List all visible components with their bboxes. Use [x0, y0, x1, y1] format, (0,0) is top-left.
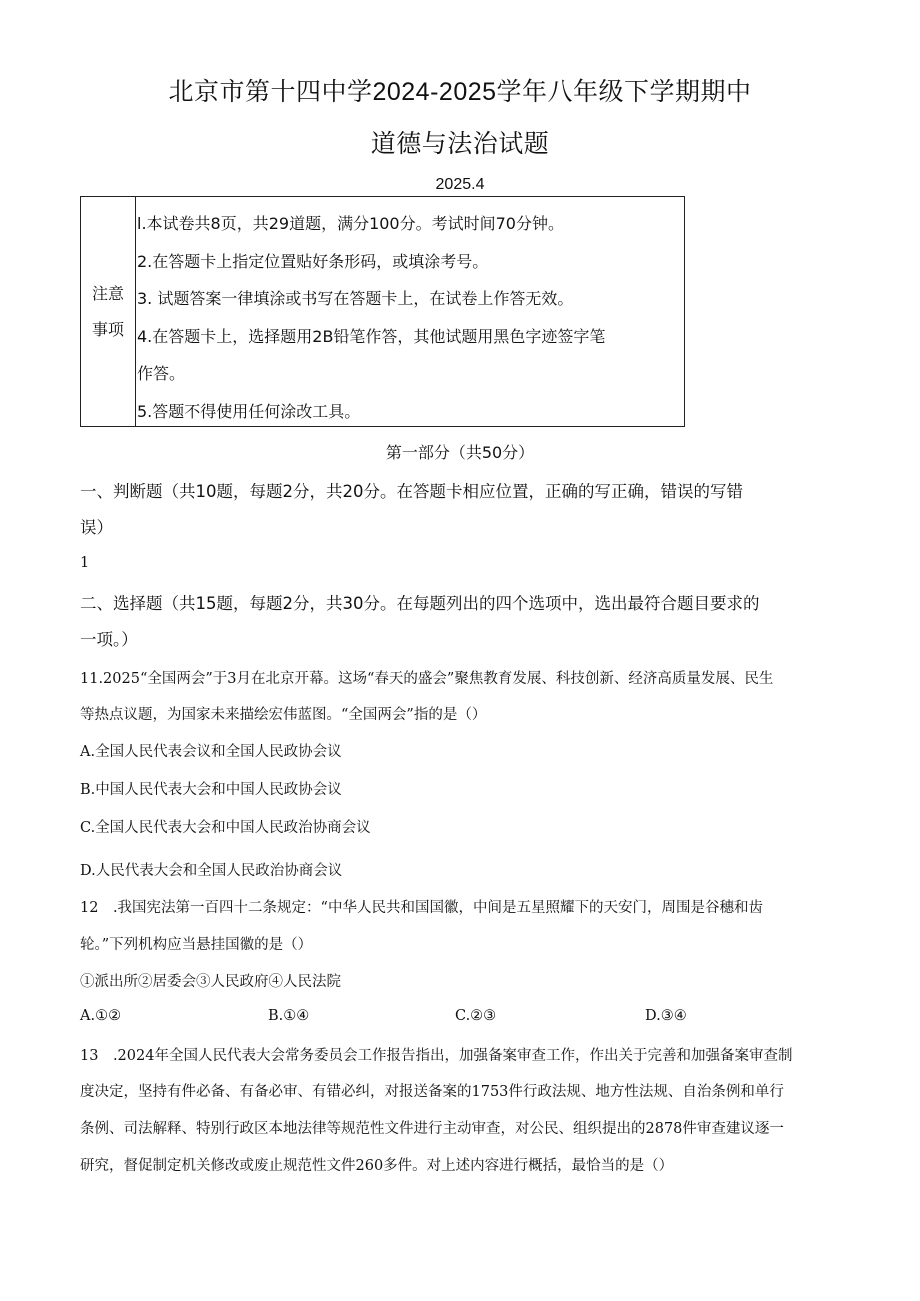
- notice-label-line: 事项: [91, 319, 124, 339]
- question-12-option-c: C.②③: [455, 1008, 497, 1024]
- section2-instruction: 二、选择题（共15题，每题2分，共30分。在每题列出的四个选项中，选出最符合题目要求的: [80, 594, 760, 613]
- question-12-items: ①派出所②居委会③人民政府④人民法院: [80, 974, 341, 990]
- exam-title: 北京市第十四中学2024-2025学年八年级下学期期中: [168, 78, 752, 106]
- question-11-option-c: C.全国人民代表大会和中国人民政治协商会议: [80, 820, 371, 836]
- notice-item: 3. 试题答案一律填涂或书写在答题卡上，在试卷上作答无效。: [137, 289, 574, 308]
- question-11-option-d: D.人民代表大会和全国人民政治协商会议: [80, 863, 343, 879]
- question-11-option-b: B.中国人民代表大会和中国人民政协会议: [80, 782, 342, 798]
- section2-instruction-cont: 一项。）: [80, 630, 138, 649]
- notice-label: [81, 197, 136, 426]
- part-heading: 第一部分（共50分）: [385, 443, 535, 462]
- notice-item: l.本试卷共8页，共29道题，满分100分。考试时间70分钟。: [137, 214, 564, 233]
- question-11-option-a: A.全国人民代表会议和全国人民政协会议: [80, 744, 342, 760]
- section1-instruction-cont: 误）: [80, 518, 113, 537]
- section1-instruction: 一、判断题（共10题，每题2分，共20分。在答题卡相应位置，正确的写正确，错误的写错: [80, 482, 743, 501]
- question-12-option-d: D.③④: [645, 1008, 687, 1024]
- question-12-stem: 12 .我国宪法第一百四十二条规定：“中华人民共和国国徽，中间是五星照耀下的天安门，周围是谷穗和齿: [80, 900, 763, 916]
- question-12-stem-cont: 轮。”下列机构应当悬挂国徽的是（）: [80, 937, 313, 953]
- exam-date: 2025.4: [435, 176, 485, 193]
- notice-label-line: 注意: [91, 283, 124, 303]
- question-12-option-a: A.①②: [80, 1008, 122, 1024]
- notice-item: 2.在答题卡上指定位置贴好条形码，或填涂考号。: [137, 251, 489, 271]
- notice-item: 5.答题不得使用任何涂改工具。: [137, 401, 361, 421]
- question-13-stem-cont: 条例、司法解释、特别行政区本地法律等规范性文件进行主动审查，对公民、组织提出的2878件审查建议逐一: [80, 1121, 784, 1137]
- notice-box: [80, 196, 685, 427]
- notice-item: 作答。: [137, 364, 186, 383]
- question-13-stem: 13 .2024年全国人民代表大会常务委员会工作报告指出，加强备案审查工作，作出关于完善和加强备案审查制: [80, 1048, 793, 1064]
- notice-item: 4.在答题卡上，选择题用2B铅笔作答，其他试题用黑色字迹签字笔: [137, 326, 606, 346]
- exam-subject: 道德与法治试题: [370, 130, 550, 158]
- question-12-option-b: B.①④: [268, 1008, 310, 1024]
- question-11-stem-cont: 等热点议题，为国家未来描绘宏伟蓝图。“全国两会”指的是（）: [80, 707, 487, 723]
- notice-list: [137, 205, 680, 430]
- question-13-stem-cont: 度决定，坚持有件必备、有备必审、有错必纠，对报送备案的1753件行政法规、地方性法规、自治条例和单行: [80, 1084, 784, 1100]
- section1-placeholder: 1: [80, 555, 90, 571]
- question-13-stem-cont: 研究，督促制定机关修改或废止规范性文件260多件。对上述内容进行概括，最恰当的是（）: [80, 1158, 674, 1174]
- question-11-stem: 11.2025“全国两会”于3月在北京开幕。这场“春天的盛会”聚焦教育发展、科技创新、经济高质量发展、民生: [80, 671, 774, 687]
